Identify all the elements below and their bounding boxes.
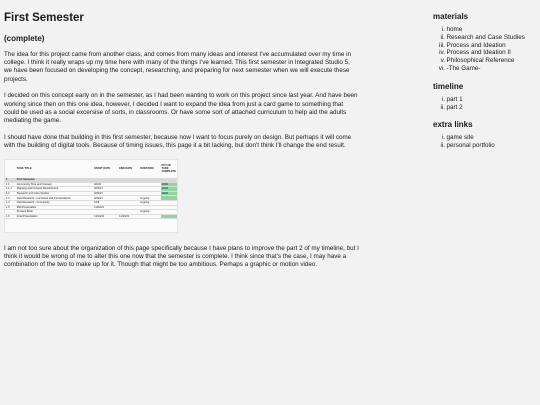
- timeline-cell-num: 1.6: [5, 214, 16, 219]
- header-pct: PCT OF TASK COMPLETE: [161, 163, 177, 174]
- timeline-cell-task: Research and Case Studies: [16, 191, 93, 196]
- sidebar-link[interactable]: home: [446, 26, 463, 33]
- sidebar-item: [433, 26, 540, 34]
- timeline-header-row: [5, 160, 177, 178]
- timeline-cell-start: 9/20/21: [93, 187, 118, 192]
- sidebar-item-number: vi.: [438, 64, 445, 72]
- timeline-table: [5, 160, 177, 220]
- sidebar-link[interactable]: part 1: [446, 95, 463, 103]
- timeline-cell-end: 12/16/21: [118, 214, 139, 219]
- sidebar-heading-materials: materials: [433, 12, 469, 21]
- sidebar-item: [433, 134, 540, 142]
- header-end: END DATE: [119, 166, 133, 170]
- timeline-cell-start: 10/8: [93, 201, 118, 206]
- sidebar-heading-extra-links: extra links: [433, 120, 473, 130]
- timeline-cell-start: 11/20/21: [93, 205, 118, 210]
- paragraph-intro: The idea for this project came from another class, and comes from many ideas and interest I've accumulated over my time in college. I think it really wraps up my time here with many of the things I've learned. This first semester in Integrated Studio 5, we have been focused on developing the concept, researching, and preparing for next semester when we will execute these projects.: [4, 51, 351, 83]
- timeline-cell-num: 1.1.1: [5, 187, 16, 192]
- main-content: [4, 12, 359, 278]
- sidebar-item-number: ii.: [440, 33, 445, 41]
- timeline-cell-task: Mid Presentation: [16, 205, 93, 210]
- sidebar-link[interactable]: part 2: [446, 103, 463, 111]
- sidebar-item: [433, 65, 540, 73]
- timeline-cell-pct: [161, 214, 177, 219]
- timeline-cell-dur: ongoing: [139, 210, 161, 215]
- timeline-cell-task: Process Book: [16, 210, 93, 215]
- sidebar-item-number: ii.: [440, 103, 445, 111]
- section-title: First Semester: [16, 178, 93, 183]
- paragraph-building: I should have done that building in this first semester, because now I want to focus purely on design. But perhaps it will come with the building of digital tools. Because of timing issues, this page it a bit lacking, but don't think I'll change the end result.: [4, 133, 352, 149]
- sidebar-item: [433, 42, 540, 50]
- sidebar-nav: [433, 12, 540, 159]
- sidebar-item-number: iv.: [439, 49, 445, 57]
- sidebar-link[interactable]: Process and Ideation: [446, 41, 506, 49]
- timeline-cell-num: 1.1: [5, 182, 16, 187]
- section-num: 1: [5, 178, 16, 183]
- header-duration: DURATION: [140, 166, 154, 170]
- sidebar-item: [433, 34, 540, 42]
- header-task: TASK TITLE: [16, 166, 32, 170]
- timeline-table-image: [4, 159, 178, 233]
- timeline-cell-task: Field Research - Community: [16, 201, 93, 206]
- sidebar-link[interactable]: -The Game-: [446, 64, 481, 72]
- sidebar-link[interactable]: game site: [446, 134, 474, 142]
- timeline-row: [5, 214, 177, 219]
- timeline-cell-start: 9/2/21: [93, 182, 118, 187]
- timeline-cell-dur: ongoing: [139, 196, 161, 201]
- sidebar-item-number: v.: [440, 57, 445, 65]
- timeline-cell-task: Field Research - Interviews and Conversations: [16, 196, 93, 201]
- sidebar-item-number: i.: [441, 95, 445, 103]
- sidebar-list: [433, 96, 540, 112]
- header-num: [5, 160, 16, 178]
- sidebar-list: [433, 26, 540, 73]
- sidebar-item-number: iii.: [439, 41, 445, 49]
- header-start: START DATE: [94, 166, 111, 170]
- sidebar-item-number: ii.: [440, 142, 445, 150]
- sidebar-link[interactable]: personal portfolio: [446, 142, 495, 150]
- timeline-cell-dur: ongoing: [139, 201, 161, 206]
- sidebar-item: [433, 96, 540, 104]
- timeline-cell-num: 1.3: [5, 196, 16, 201]
- timeline-cell-task: Mapping and Concept Development: [16, 187, 93, 192]
- timeline-cell-start: 12/13/21: [93, 214, 118, 219]
- timeline-cell-task: Community Time and Concept: [16, 182, 93, 187]
- timeline-cell-start: 9/30/21: [93, 196, 118, 201]
- sidebar-list: [433, 134, 540, 150]
- paragraph-concept: I decided on this concept early on in the semester, as I had been wanting to work on this project since last year. And have been working since then on this one idea, however, I decided I want to expand the idea from just a card game to something that could be used as a social excersise of sorts, in classrooms. Or have some sort of attached curriculum to help aid the adults mediating the game.: [4, 92, 358, 124]
- page-title: First Semester: [4, 12, 84, 24]
- timeline-cell-pct: 100%: [161, 191, 177, 196]
- paragraph-organization: I am not too sure about the organization of this page specifically because I have plans to improve the part 2 of my timeline, but I think it would be wrong of me to alter this one now that the semester is complete. I think since that's the case, I may have a combination of the two to make up for it. Though that might be too ambitious. Perhaps a graphic or motion video.: [4, 244, 359, 268]
- timeline-cell-num: 1.2: [5, 191, 16, 196]
- page-subtitle: (complete): [4, 34, 45, 43]
- sidebar-item-number: i.: [441, 26, 445, 33]
- timeline-cell-start: 9/20/21: [93, 191, 118, 196]
- sidebar-heading-timeline: timeline: [433, 81, 464, 91]
- sidebar-link[interactable]: Philosophical Reference: [446, 57, 515, 65]
- sidebar-item: [433, 49, 540, 57]
- sidebar-link[interactable]: Process and Ideation II: [446, 49, 511, 57]
- timeline-cell-pct: 100%: [161, 182, 177, 187]
- sidebar-item: [433, 104, 540, 112]
- timeline-cell-task: Final Presentation: [16, 214, 93, 219]
- sidebar-item-number: i.: [441, 134, 445, 142]
- timeline-cell-num: 1.4: [5, 201, 16, 206]
- sidebar-link[interactable]: Research and Case Studies: [446, 33, 525, 41]
- timeline-cell-pct: 100%: [161, 187, 177, 192]
- sidebar-item: [433, 57, 540, 65]
- timeline-cell-dur: [139, 214, 161, 219]
- sidebar-item: [433, 142, 540, 150]
- timeline-cell-num: 1.5: [5, 205, 16, 210]
